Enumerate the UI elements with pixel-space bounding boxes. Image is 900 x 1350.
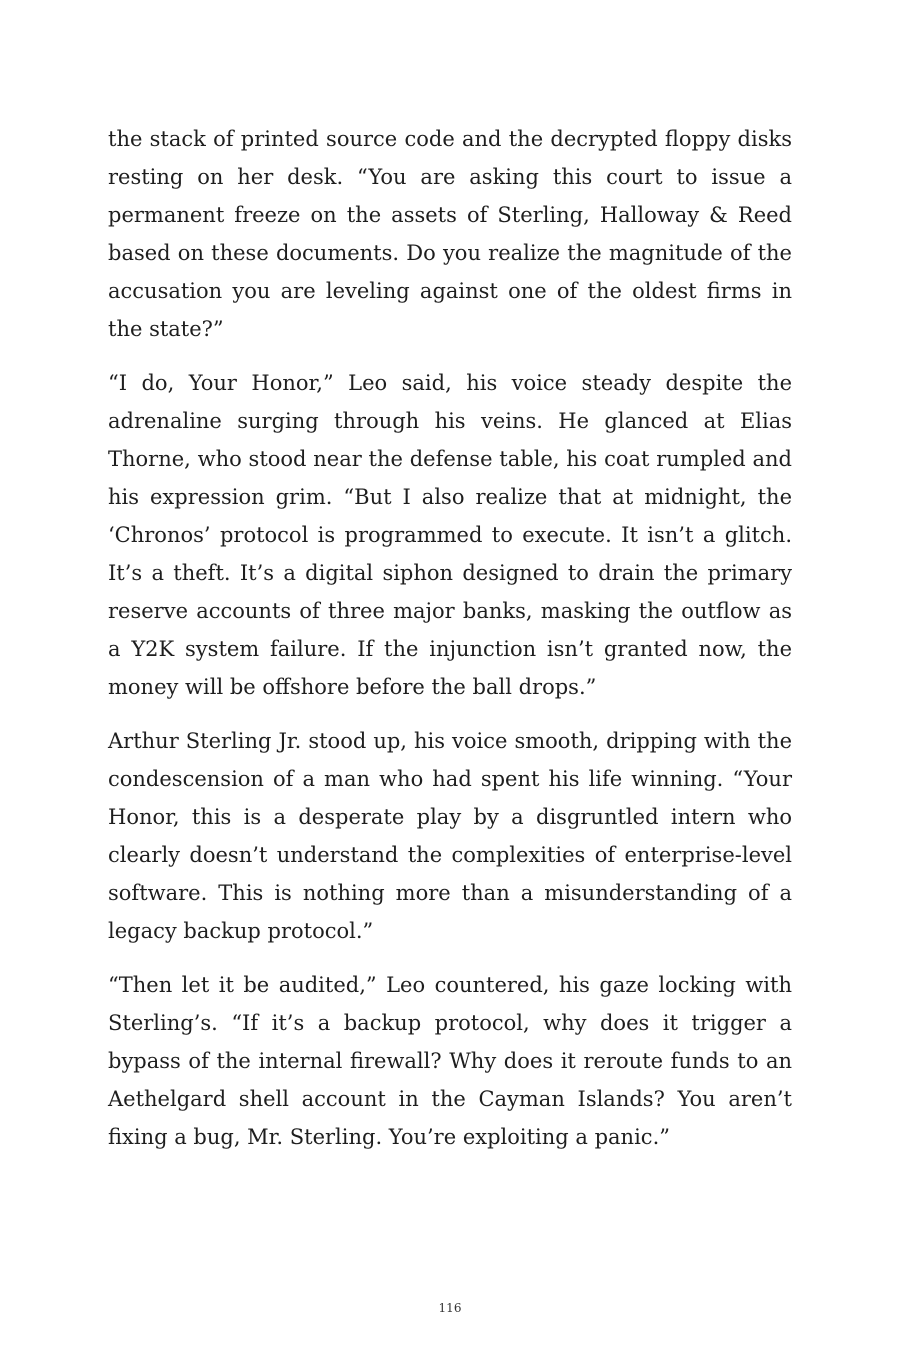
body-text: [108, 120, 792, 1172]
paragraph: “I do, Your Honor,” Leo said, his voice steady despite the adrenaline surging through his veins. He glanced at Elias Thorne, who stood near the defense table, his coat rumpled and his expression grim. “But I also realize that at midnight, the ‘Chronos’ protocol is programmed to execute. It isn’t a glitch. It’s a theft. It’s a digital siphon designed to drain the primary reserve accounts of three major banks, masking the outflow as a Y2K system failure. If the injunction isn’t granted now, the money will be offshore before the ball drops.”: [108, 371, 792, 699]
paragraph: “Then let it be audited,” Leo countered, his gaze locking with Sterling’s. “If it’s a backup protocol, why does it trigger a bypass of the internal firewall? Why does it reroute funds to an Aethelgard shell account in the Cayman Islands? You aren’t fixing a bug, Mr. Sterling. You’re exploiting a panic.”: [108, 973, 792, 1149]
paragraph: Arthur Sterling Jr. stood up, his voice smooth, dripping with the condescension of a man who had spent his life winning. “Your Honor, this is a desperate play by a disgruntled intern who clearly doesn’t understand the complexities of enterprise-level software. This is nothing more than a misunderstanding of a legacy backup protocol.”: [108, 729, 792, 943]
page-number: 116: [438, 1301, 462, 1315]
paragraph: the stack of printed source code and the decrypted floppy disks resting on her desk. “You are asking this court to issue a permanent freeze on the assets of Sterling, Halloway & Reed based on these documents. Do you realize the magnitude of the accusation you are leveling against one of the oldest firms in the state?”: [108, 127, 792, 341]
